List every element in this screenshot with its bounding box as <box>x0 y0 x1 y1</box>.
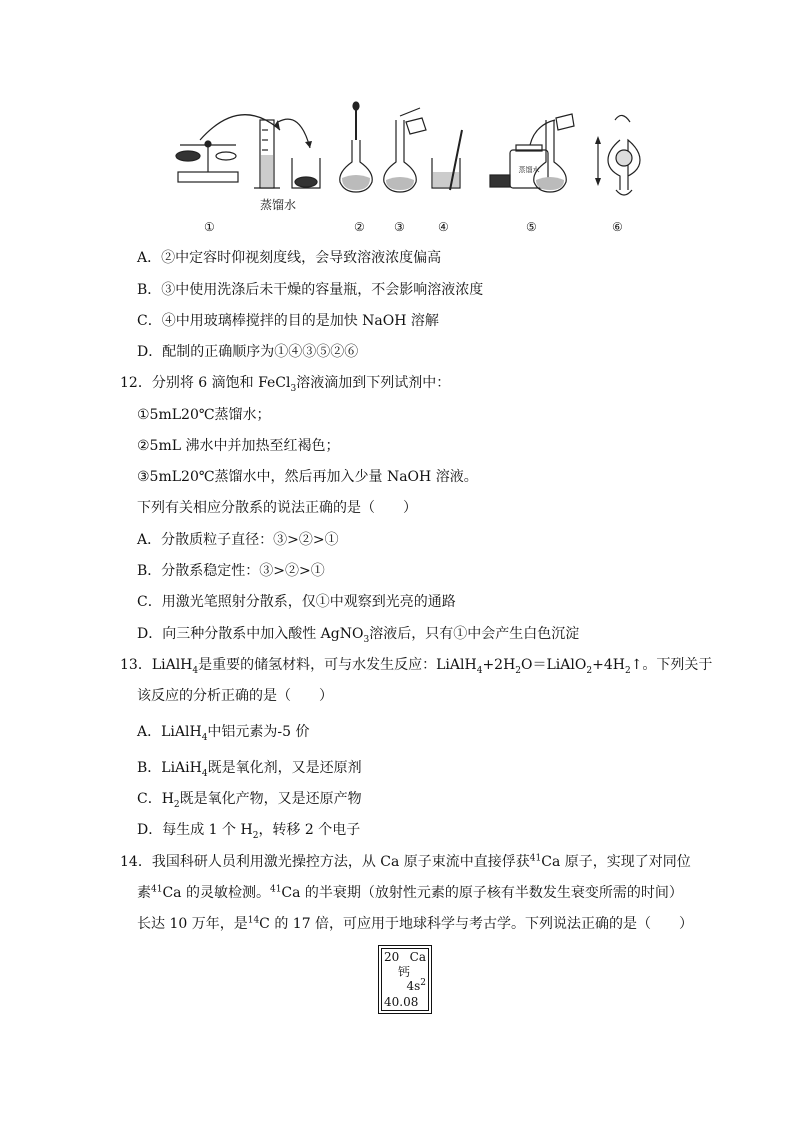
q13-option-a: A．LiAlH$_4$中铝元素为-5 价 <box>137 724 310 743</box>
q14-stem-line1: 14．我国科研人员利用激光操控方法，从 Ca 原子束流中直接俘获$^{41}$Ca 原子，实现了对同位 <box>120 853 691 870</box>
q11-option-c: C．④中用玻璃棒搅拌的目的是加快 NaOH 溶解 <box>137 313 439 329</box>
balance-icon <box>176 141 238 182</box>
q14-stem-line3: 长达 10 万年，是$^{14}$C 的 17 倍，可应用于地球科学与考古学。下列说法正确的是（ ） <box>137 915 694 932</box>
q12-option-d: D．向三种分散系中加入酸性 AgNO$_3$溶液后，只有①中会产生白色沉淀 <box>137 626 580 645</box>
volumetric-flask-icon <box>384 108 426 192</box>
svg-text:蒸馏水: 蒸馏水 <box>518 166 540 174</box>
q13-option-d: D．每生成 1 个 $H_2$，转移 2 个电子 <box>137 822 361 841</box>
q12-item-3: ③5mL20℃蒸馏水中，然后再加入少量 NaOH 溶液。 <box>137 469 478 485</box>
solution-preparation-figure <box>160 100 660 240</box>
q11-option-d: D．配制的正确顺序为①④③⑤②⑥ <box>137 344 359 360</box>
electron-config: $4s^2$ <box>406 978 426 993</box>
q13-option-b: B．LiAiH$_4$既是氧化剂，又是还原剂 <box>137 760 362 779</box>
q12-option-a: A．分散质粒子直径：③>②>① <box>137 532 339 548</box>
arrow-path-2 <box>278 119 310 148</box>
q12-item-1: ①5mL20℃蒸馏水； <box>137 407 271 423</box>
q12-option-c: C．用激光笔照射分散系，仅①中观察到光亮的通路 <box>137 594 456 610</box>
q12-stem: 12．分别将 6 滴饱和 FeCl$_3$溶液滴加到下列试剂中： <box>120 375 451 394</box>
element-name: 钙 <box>398 965 411 979</box>
graduated-cylinder-icon <box>254 120 280 188</box>
element-symbol: Ca <box>409 950 426 964</box>
step-label-5: ⑤ <box>526 220 537 234</box>
atomic-number: 20 <box>384 950 400 964</box>
arrow-path-1 <box>200 115 280 140</box>
q12-item-2: ②5mL 沸水中并加热至红褐色； <box>137 438 340 454</box>
q11-option-a: A．②中定容时仰视刻度线，会导致溶液浓度偏高 <box>137 250 442 266</box>
step-label-2: ② <box>354 220 365 234</box>
inverting-flask-icon <box>595 115 640 195</box>
q13-option-c: C．$H_2$既是氧化产物，又是还原产物 <box>137 791 362 810</box>
beaker-icon <box>292 158 320 188</box>
step-label-6: ⑥ <box>612 220 623 234</box>
atomic-mass: 40.08 <box>384 995 419 1009</box>
beaker-stirring-icon <box>432 130 462 190</box>
step-label-3: ③ <box>394 220 405 234</box>
q12-option-b: B．分散系稳定性：③>②>① <box>137 563 325 579</box>
q14-stem-line2: 素$^{41}$Ca 的灵敏检测。$^{41}$Ca 的半衰期（放射性元素的原子核有半数发生衰变所需的时间） <box>137 884 683 901</box>
step-label-1: ① <box>204 220 215 234</box>
water-label: 蒸馏水 <box>260 198 297 212</box>
q13-stem: 13．LiAlH$_4$是重要的储氢材料，可与水发生反应：$LiAlH_4+2H_2O=LiAlO_2+4H_2↑$。下列关于 <box>120 657 713 676</box>
volumetric-flask-dropper-icon <box>340 102 373 192</box>
q12-ask: 下列有关相应分散系的说法正确的是（ ） <box>137 500 417 516</box>
q13-stem-line2: 该反应的分析正确的是（ ） <box>137 688 333 704</box>
q11-option-b: B．③中使用洗涤后未干燥的容量瓶，不会影响溶液浓度 <box>137 282 484 298</box>
calcium-element-card <box>378 945 432 1014</box>
step-label-4: ④ <box>438 220 449 234</box>
volumetric-flask-funnel-icon <box>534 114 574 192</box>
